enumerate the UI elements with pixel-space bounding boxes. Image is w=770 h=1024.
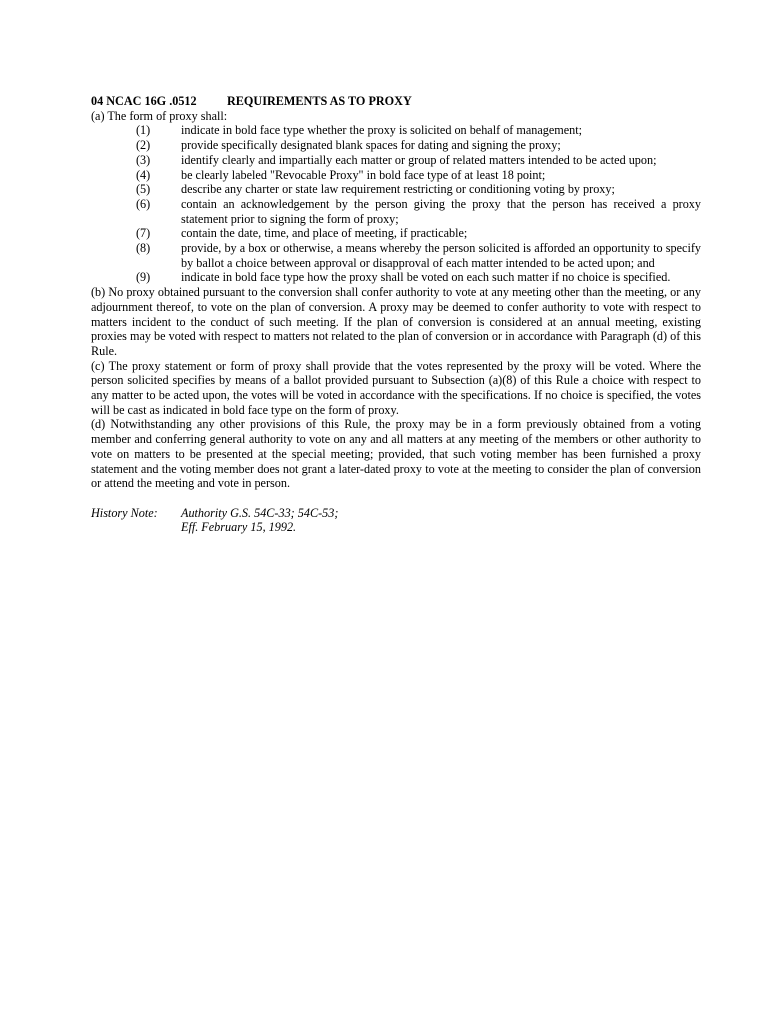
list-item <box>91 123 701 138</box>
list-item <box>91 226 701 241</box>
list-item <box>91 153 701 168</box>
history-note <box>91 506 701 535</box>
list-item-number: (7) <box>136 226 151 241</box>
paragraph-a-list <box>91 123 701 285</box>
list-item <box>91 197 701 226</box>
list-item-text: contain the date, time, and place of meeting, if practicable; <box>181 226 468 241</box>
rule-heading <box>91 94 701 109</box>
list-item-text: contain an acknowledgement by the person giving the proxy that the person has received a proxy statement prior to signing the form of proxy; <box>181 196 701 226</box>
paragraph-d: (d) Notwithstanding any other provisions of this Rule, the proxy may be in a form previously obtained from a voting member and conferring general authority to vote on any and all matters at any meeting of the members or other authority to vote on matters to be presented at the special meeting; provided, that such voting member has been furnished a proxy statement and the voting member does not grant a later-dated proxy to vote at the meeting to consider the plan of conversion or attend the meeting and vote in person. <box>91 417 701 491</box>
history-note-label: History Note: <box>91 505 158 520</box>
list-item-text: provide, by a box or otherwise, a means whereby the person solicited is afforded an opportunity to specify by ballot a choice between approval or disapproval of each matter intended to be acted upon; and <box>181 241 701 270</box>
list-item <box>91 241 701 270</box>
rule-document <box>91 94 701 535</box>
list-item-number: (9) <box>136 270 151 285</box>
list-item-text: indicate in bold face type how the proxy shall be voted on each such matter if no choice is specified. <box>181 270 671 285</box>
history-authority: Authority G.S. 54C-33; 54C-53; <box>181 505 339 520</box>
list-item-text: indicate in bold face type whether the proxy is solicited on behalf of management; <box>181 123 583 138</box>
history-note-body <box>181 506 701 535</box>
list-item-text: describe any charter or state law requirement restricting or conditioning voting by proxy; <box>181 182 615 197</box>
paragraph-c: (c) The proxy statement or form of proxy shall provide that the votes represented by the proxy will be voted. Where the person solicited specifies by means of a ballot provided pursuant to Subsection (a)(8) of this Rule a choice with respect to any matter to be acted upon, the votes will be voted in accordance with the specifications. If no choice is specified, the votes will be cast as indicated in bold face type on the form of proxy. <box>91 358 701 417</box>
rule-code: 04 NCAC 16G .0512 <box>91 94 197 108</box>
list-item-number: (4) <box>136 167 151 182</box>
list-item-text: provide specifically designated blank spaces for dating and signing the proxy; <box>181 138 561 153</box>
history-effective-date: Eff. February 15, 1992. <box>181 520 297 535</box>
list-item-number: (8) <box>136 241 151 256</box>
paragraph-b: (b) No proxy obtained pursuant to the conversion shall confer authority to vote at any meeting other than the meeting, or any adjournment thereof, to vote on the plan of conversion. A proxy may be deemed to confer authority to vote with respect to matters incident to the conduct of such meeting. If the plan of conversion is considered at an annual meeting, existing proxies may be voted with respect to matters not related to the plan of conversion or in accordance with Paragraph (d) of this Rule. <box>91 285 701 358</box>
list-item-number: (3) <box>136 152 151 167</box>
list-item-text: identify clearly and impartially each matter or group of related matters intended to be acted upon; <box>181 152 657 167</box>
list-item <box>91 168 701 183</box>
paragraph-a-intro: (a) The form of proxy shall: <box>91 108 228 123</box>
list-item <box>91 182 701 197</box>
list-item <box>91 138 701 153</box>
list-item-number: (5) <box>136 182 151 197</box>
list-item-number: (1) <box>136 123 151 138</box>
list-item-text: be clearly labeled "Revocable Proxy" in bold face type of at least 18 point; <box>181 167 546 182</box>
rule-title: REQUIREMENTS AS TO PROXY <box>227 94 412 108</box>
list-item-number: (6) <box>136 196 151 211</box>
list-item-number: (2) <box>136 138 151 153</box>
list-item <box>91 270 701 285</box>
